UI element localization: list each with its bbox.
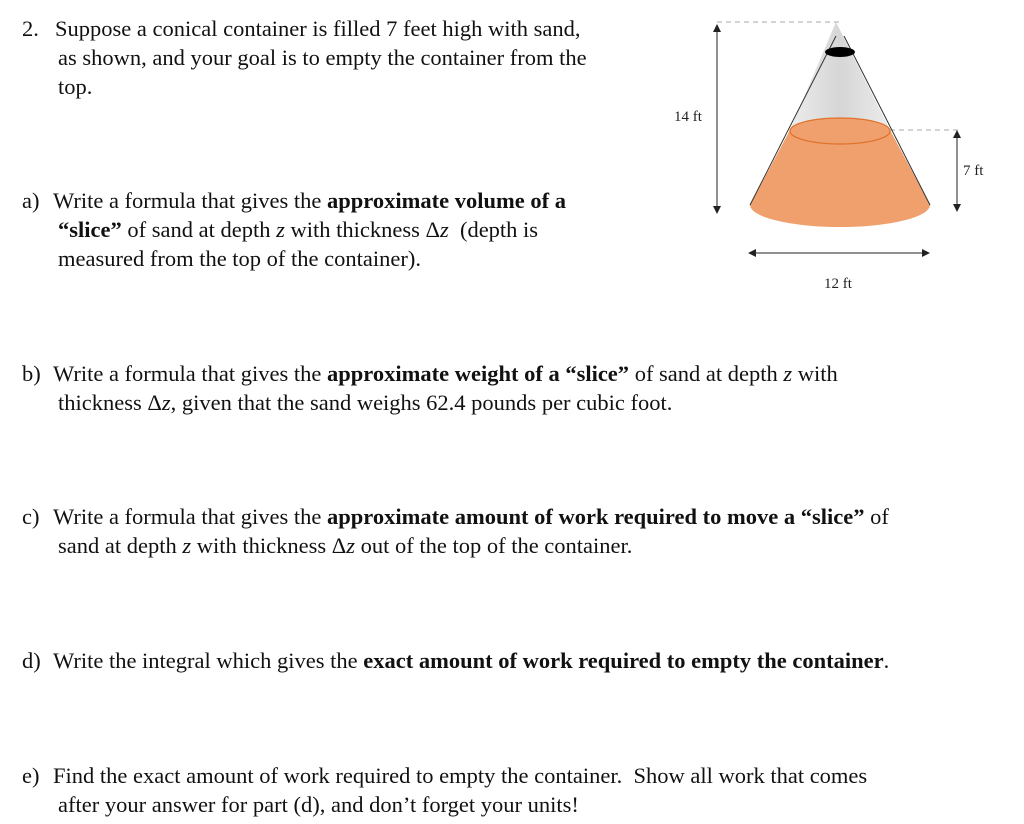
part-c-text: Write a formula that gives the xyxy=(53,504,327,529)
part-d xyxy=(22,646,889,675)
problem-intro xyxy=(22,14,587,101)
part-c-marker: c) xyxy=(22,504,40,529)
part-d-text: Write the integral which gives the xyxy=(53,648,364,673)
part-c-text-4: with thickness Δ xyxy=(191,533,347,558)
part-a-text-5: measured from the top of the container). xyxy=(58,246,421,271)
part-c-text-3: sand at depth xyxy=(58,533,183,558)
var-z: z xyxy=(161,390,171,415)
total-height-label: 14 ft xyxy=(674,109,702,125)
part-c-text-2: of xyxy=(864,504,889,529)
sand-height-label: 7 ft xyxy=(963,163,984,179)
var-z: z xyxy=(346,533,355,558)
part-b-text-5: , given that the sand weighs 62.4 pounds per cubic foot. xyxy=(170,390,673,415)
base-width-label: 12 ft xyxy=(824,276,852,292)
part-b-text: Write a formula that gives the xyxy=(53,361,327,386)
empty-cone-region xyxy=(790,22,890,130)
part-e-marker: e) xyxy=(22,763,40,788)
part-a-text: Write a formula that gives the xyxy=(53,188,327,213)
part-c-bold: approximate amount of work required to move a “slice” xyxy=(327,504,865,529)
cone-diagram xyxy=(660,10,1024,310)
cone-figure xyxy=(660,10,1024,310)
var-z: z xyxy=(439,217,449,242)
part-d-text-2: . xyxy=(883,648,890,673)
part-b-text-2: of sand at depth xyxy=(629,361,784,386)
part-b xyxy=(22,359,838,417)
part-a-text-3: with thickness Δ xyxy=(284,217,440,242)
part-b-bold: approximate weight of a “slice” xyxy=(327,361,630,386)
part-a-slice-bold: “slice” xyxy=(58,217,122,242)
problem-number: 2. xyxy=(22,16,39,41)
var-z: z xyxy=(182,533,192,558)
part-e-text: Find the exact amount of work required to empty the container. Show all work that comes xyxy=(53,763,868,788)
sand-surface-ellipse xyxy=(790,118,890,144)
part-a-marker: a) xyxy=(22,188,40,213)
top-opening-cap xyxy=(825,47,855,57)
part-e xyxy=(22,761,867,819)
part-a-bold: approximate volume of a xyxy=(327,188,566,213)
part-b-marker: b) xyxy=(22,361,41,386)
part-d-marker: d) xyxy=(22,648,41,673)
intro-line-1: Suppose a conical container is filled 7 feet high with sand, xyxy=(55,16,581,41)
part-d-bold: exact amount of work required to empty the container xyxy=(363,648,884,673)
intro-line-2: as shown, and your goal is to empty the container from the xyxy=(58,45,587,70)
part-e-text-2: after your answer for part (d), and don’t forget your units! xyxy=(58,792,579,817)
part-a xyxy=(22,186,566,273)
var-z: z xyxy=(783,361,793,386)
part-a-text-2: of sand at depth xyxy=(121,217,277,242)
intro-line-3: top. xyxy=(58,74,93,99)
part-b-text-3: with xyxy=(792,361,838,386)
part-a-text-4: (depth is xyxy=(448,217,539,242)
part-b-text-4: thickness Δ xyxy=(58,390,162,415)
part-c-text-5: out of the top of the container. xyxy=(354,533,633,558)
var-z: z xyxy=(276,217,285,242)
part-c xyxy=(22,502,889,560)
